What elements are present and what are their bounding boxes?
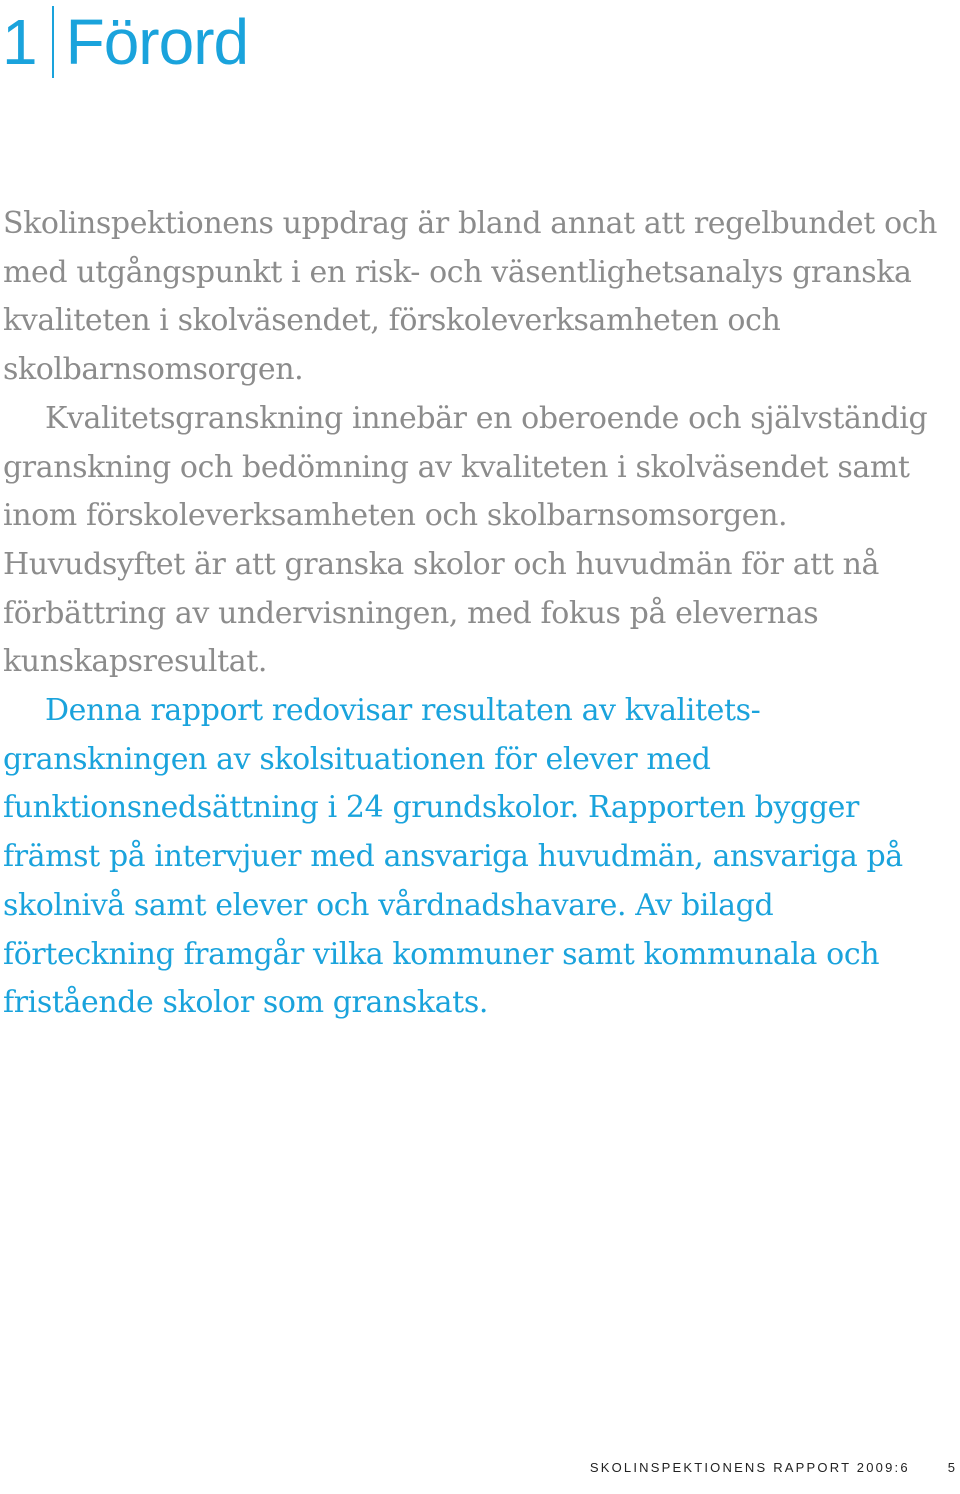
footer-report-name: SKOLINSPEKTIONENS RAPPORT 2009:6 (589, 1460, 910, 1475)
chapter-title: Förord (65, 6, 249, 78)
page-footer (590, 1460, 955, 1475)
chapter-heading (0, 0, 248, 84)
body-text (3, 200, 953, 1028)
page-number: 5 (947, 1460, 955, 1475)
paragraph-report-summary: Denna rapport redovisar resultaten av kvalitets-granskningen av skolsituationen för elever med funktionsnedsättning i 24 grundskolor. Rapporten bygger främst på intervjuer med ansvariga huvudmän, ansvariga på skolnivå samt elever och vårdnadshavare. Av bilagd förteckning framgår vilka kommuner samt kommunala och fristående skolor som granskats. (3, 693, 903, 1021)
chapter-number: 1 (2, 6, 38, 78)
paragraph-intro: Skolinspektionens uppdrag är bland annat att regelbundet och med utgångspunkt i en risk- och väsentlighetsanalys granska kvaliteten i skolväsendet, förskoleverksamheten och skolbarnsomsorgen. (3, 206, 938, 388)
paragraph-quality-review: Kvalitetsgranskning innebär en oberoende och självständig granskning och bedömning av kvaliteten i skolväsendet samt inom förskoleverksamheten och skolbarnsomsorgen. Huvudsyftet är att granska skolor och huvudmän för att nå förbättring av undervisningen, med fokus på elevernas kunskapsresultat. (3, 400, 928, 680)
chapter-divider (52, 6, 54, 78)
